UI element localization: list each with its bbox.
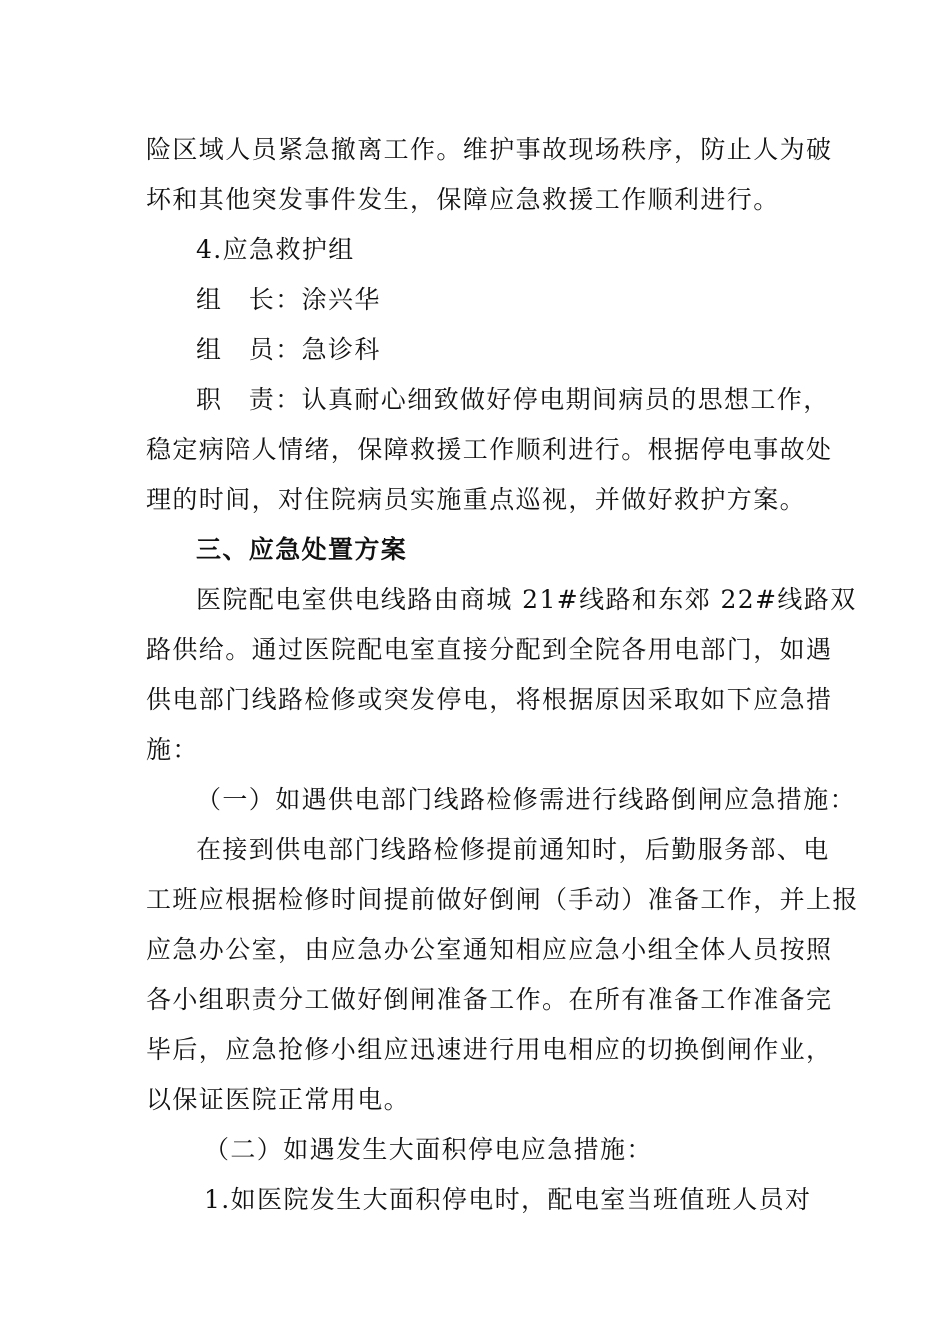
team-members-line: 组 员：急诊科 [196, 335, 381, 364]
paragraph-line: 毕后，应急抢修小组应迅速进行用电相应的切换倒闸作业， [146, 1035, 833, 1064]
subsection-heading: （一）如遇供电部门线路检修需进行线路倒闸应急措施： [196, 785, 857, 814]
paragraph-line: 坏和其他突发事件发生，保障应急救援工作顺利进行。 [146, 185, 780, 214]
paragraph-line: 路供给。通过医院配电室直接分配到全院各用电部门，如遇 [146, 635, 833, 664]
paragraph-line: 险区域人员紧急撤离工作。维护事故现场秩序，防止人为破 [146, 135, 833, 164]
paragraph-line: 供电部门线路检修或突发停电，将根据原因采取如下应急措 [146, 685, 833, 714]
paragraph-line: 施： [146, 735, 199, 764]
paragraph-line: 医院配电室供电线路由商城 21#线路和东郊 22#线路双 [196, 585, 857, 614]
duties-line: 职 责：认真耐心细致做好停电期间病员的思想工作， [196, 385, 830, 414]
section-subheading: 4.应急救护组 [196, 235, 355, 264]
section-heading: 三、应急处置方案 [196, 535, 408, 564]
paragraph-line: 在接到供电部门线路检修提前通知时，后勤服务部、电 [196, 835, 830, 864]
paragraph-line: 以保证医院正常用电。 [146, 1085, 411, 1114]
paragraph-line: 理的时间，对住院病员实施重点巡视，并做好救护方案。 [146, 485, 807, 514]
paragraph-line: 各小组职责分工做好倒闸准备工作。在所有准备工作准备完 [146, 985, 833, 1014]
paragraph-line: 应急办公室，由应急办公室通知相应应急小组全体人员按照 [146, 935, 833, 964]
paragraph-line: 1.如医院发生大面积停电时，配电室当班值班人员对 [204, 1185, 812, 1214]
subsection-heading: （二）如遇发生大面积停电应急措施： [204, 1135, 653, 1164]
paragraph-line: 稳定病陪人情绪，保障救援工作顺利进行。根据停电事故处 [146, 435, 833, 464]
paragraph-line: 工班应根据检修时间提前做好倒闸（手动）准备工作，并上报 [146, 885, 859, 914]
team-leader-line: 组 长：涂兴华 [196, 285, 381, 314]
